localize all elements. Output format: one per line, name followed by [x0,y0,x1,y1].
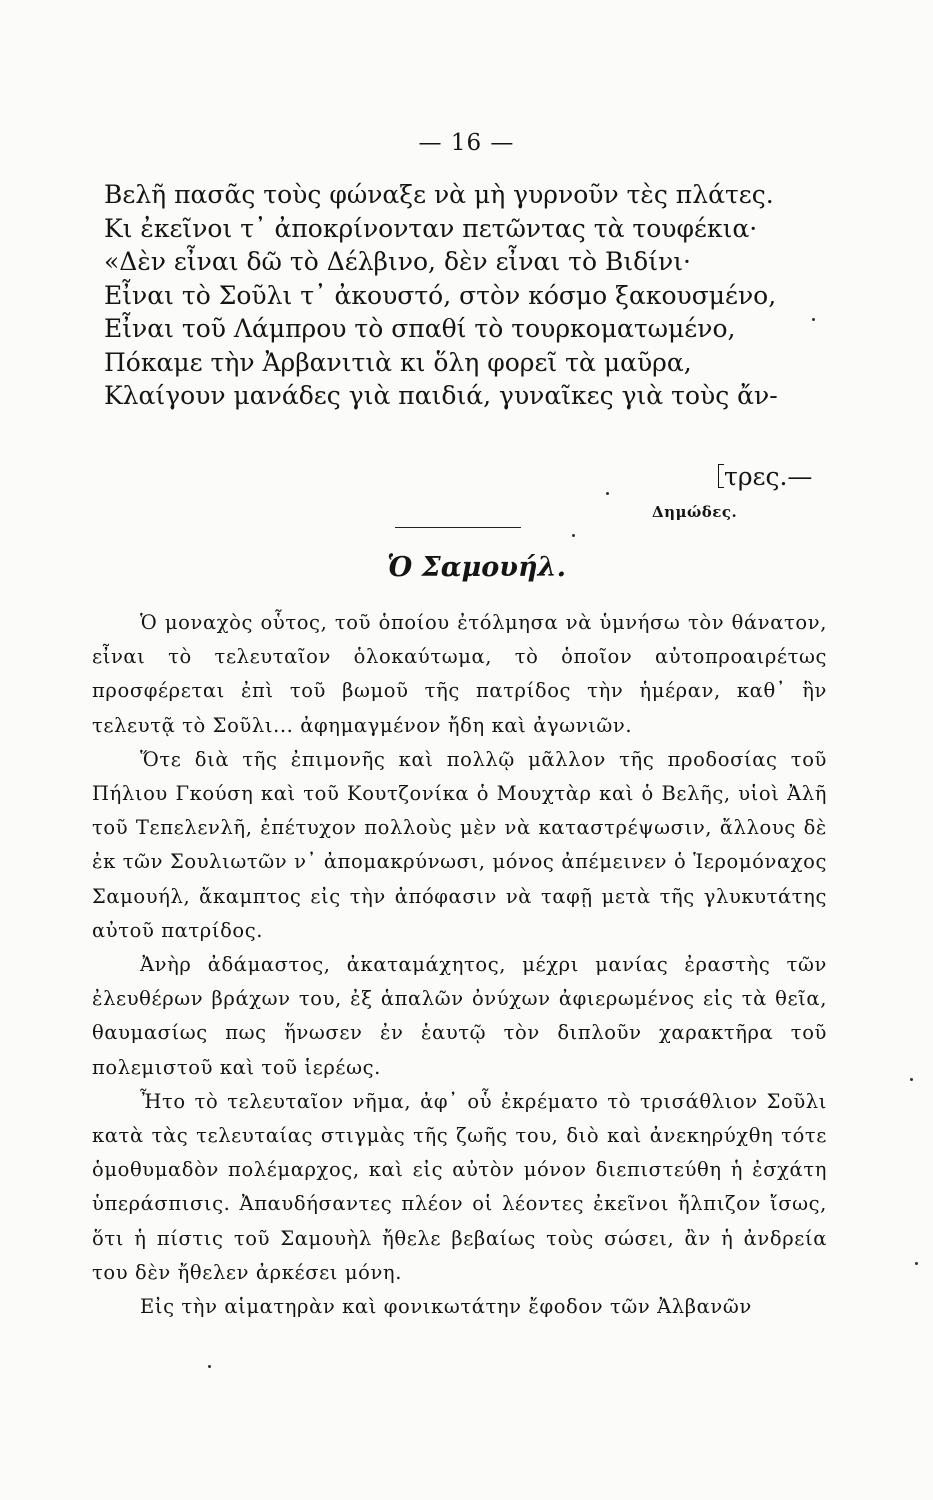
poem-line: Εἶναι τοῦ Λάμπρου τὸ σπαθί τὸ τουρκοματωμένο, [104,314,736,343]
poem-line: Πόκαμε τὴν Ἀρβανιτιὰ κι ὅλη φορεῖ τὰ μαῦρα, [104,347,692,377]
poem-source: Δημώδες. [652,503,738,521]
poem-line: Εἶναι τὸ Σοῦλι τ᾽ ἀκουστό, στὸν κόσμο ξακουσμένο, [104,280,777,310]
poem-line: «Δὲν εἶναι δῶ τὸ Δέλβινο, δὲν εἶναι τὸ Βιδίνι· [104,247,691,276]
paper-speck [606,492,609,495]
poem-line-continuation: τρες.— [724,462,813,491]
poem-line: Κλαίγουν μανάδες γιὰ παιδιά, γυναῖκες γιὰ τοὺς ἄν- [104,381,778,410]
paragraph: Ἦτο τὸ τελευταῖον νῆμα, ἀφ᾽ οὗ ἐκρέματο τὸ τρισάθλιον Σοῦλι κατὰ τὰς τελευταίας στιγμὰς τῆς ζωῆς του, διὸ καὶ ἀνεκηρύχθη τότε ὁμοθυμαδὸν πολέμαρχος, καὶ εἰς αὐτὸν μόνον διεπιστεύθη ἡ ἐσχάτη ὑπεράσπισις. Ἀπαυδήσαντες πλέον οἱ λέοντες ἐκεῖνοι ἤλπιζον ἴσως, ὅτι ἡ πίστις τοῦ Σαμουὴλ ἤθελε βεβαίως τοὺς σώσει, ἂν ἡ ἀνδρεία του δὲν ἤθελεν ἀρκέσει μόνη. [92,1089,827,1284]
paper-speck [915,1262,918,1265]
paragraph: Ἀνὴρ ἀδάμαστος, ἀκαταμάχητος, μέχρι μανίας ἐραστὴς τῶν ἐλευθέρων βράχων του, ἐξ ἁπαλῶν ὀνύχων ἀφιερωμένος εἰς τὰ θεῖα, θαυμασίως πως ἥνωσεν ἐν ἑαυτῷ τὸν διπλοῦν χαρακτῆρα τοῦ πολεμιστοῦ καὶ τοῦ ἱερέως. [92,953,827,1079]
section-title: Ὁ Σαμουήλ. [387,552,566,583]
paragraph: Ὅτε διὰ τῆς ἐπιμονῆς καὶ πολλῷ μᾶλλον τῆς προδοσίας τοῦ Πήλιου Γκούση καὶ τοῦ Κουτζονίκα ὁ Μουχτὰρ καὶ ὁ Βελῆς, υἱοὶ Ἀλῆ τοῦ Τεπελενλῆ, ἐπέτυχον πολλοὺς μὲν νὰ καταστρέψωσιν, ἄλλους δὲ ἐκ τῶν Σουλιωτῶν ν᾽ ἀπομακρύνωσι, μόνος ἀπέμεινεν ὁ Ἱερομόναχος Σαμουήλ, ἄκαμπτος εἰς τὴν ἀπόφασιν νὰ ταφῇ μετὰ τῆς γλυκυτάτης αὐτοῦ πατρίδος. [92,747,827,942]
section-divider [395,527,521,528]
paper-speck [572,534,575,537]
paragraph: Ὁ μοναχὸς οὗτος, τοῦ ὁποίου ἐτόλμησα νὰ ὑμνήσω τὸν θάνατον, εἶναι τὸ τελευταῖον ὁλοκαύτωμα, τὸ ὁποῖον αὐτοπροαιρέτως προσφέρεται ἐπὶ τοῦ βωμοῦ τῆς πατρίδος τὴν ἡμέραν, καθ᾽ ἣν τελευτᾷ τὸ Σοῦλι... ἀφημαγμένον ἤδη καὶ ἀγωνιῶν. [92,611,827,737]
paper-speck [910,1078,913,1081]
folk-poem [104,178,844,491]
paper-speck [208,1365,211,1368]
paper-speck [812,318,815,321]
page-number: — 16 — [418,130,515,156]
prose-body [92,606,827,1324]
poem-line: Κι ἐκεῖνοι τ᾽ ἀποκρίνονταν πετῶντας τὰ τουφέκια· [104,213,758,243]
poem-line: Βελῆ πασᾶς τοὺς φώναξε νὰ μὴ γυρνοῦν τὲς πλάτες. [104,180,774,209]
paragraph: Εἰς τὴν αἱματηρὰν καὶ φονικωτάτην ἔφοδον τῶν Ἀλβανῶν [140,1295,752,1319]
